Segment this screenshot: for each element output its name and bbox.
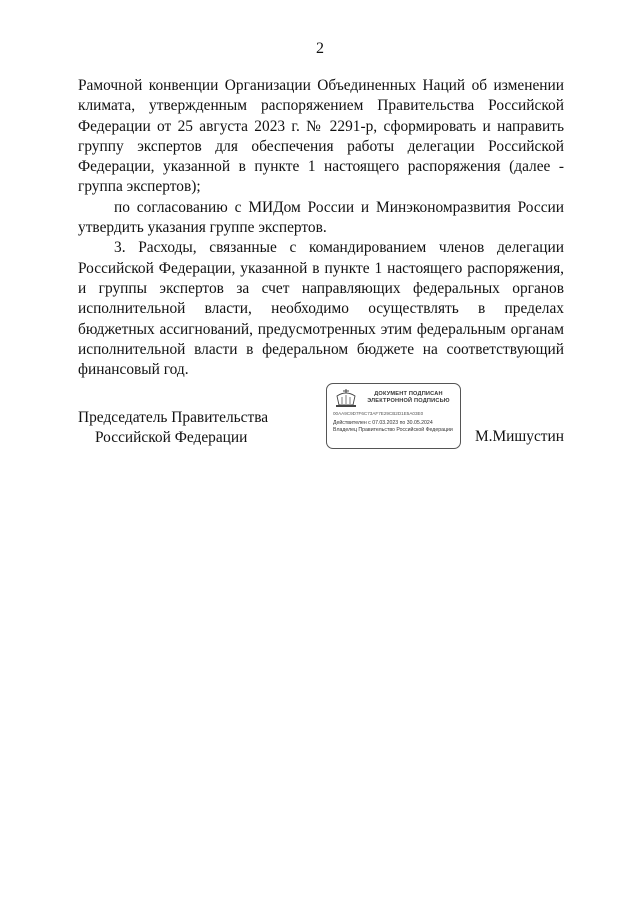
paragraph-continuation: Рамочной конвенции Организации Объединенных Наций об изменении климата, утвержденным распоряжением Правительства Российской Федерации от 25 августа 2023 г. № 2291-р, сформировать и направить группу экспертов для обеспечения работы делегации Российской Федерации, указанной в пункте 1 настоящего распоряжения (далее - группа экспертов); [78, 77, 564, 196]
stamp-title-line2: ЭЛЕКТРОННОЙ ПОДПИСЬЮ [367, 398, 450, 404]
emblem-icon [333, 388, 359, 408]
electronic-signature-stamp [326, 383, 461, 449]
signatory-name: М.Мишустин [474, 428, 564, 445]
stamp-owner: Владелец Правительство Российской Федерации [333, 427, 453, 433]
signatory-position [78, 408, 268, 448]
document-body [78, 76, 564, 380]
signatory-position-line2: Российской Федерации [95, 429, 248, 446]
paragraph-expenses: 3. Расходы, связанные с командированием членов делегации Российской Федерации, указанной в пункте 1 настоящего распоряжения, и группы экспертов за счет направляющих федеральных органов исполнительной власти, необходимо осуществлять в пределах бюджетных ассигнований, предусмотренных этим федеральным органам исполнительной власти в федеральном бюджете на соответствующий финансовый год. [78, 239, 564, 379]
stamp-title-line1: ДОКУМЕНТ ПОДПИСАН [374, 391, 443, 397]
stamp-title [361, 391, 456, 405]
signatory-position-line1: Председатель Правительства [78, 409, 269, 426]
paragraph-approval: по согласованию с МИДом России и Минэкономразвития России утвердить указания группе экспертов. [78, 198, 564, 237]
page-number: 2 [316, 40, 324, 57]
stamp-certificate: 00AA9C9D7F6C73AF7E29CB2D1E5A03E0 [333, 411, 424, 416]
stamp-validity: Действителен с 07.03.2023 по 30.05.2024 [333, 420, 433, 426]
